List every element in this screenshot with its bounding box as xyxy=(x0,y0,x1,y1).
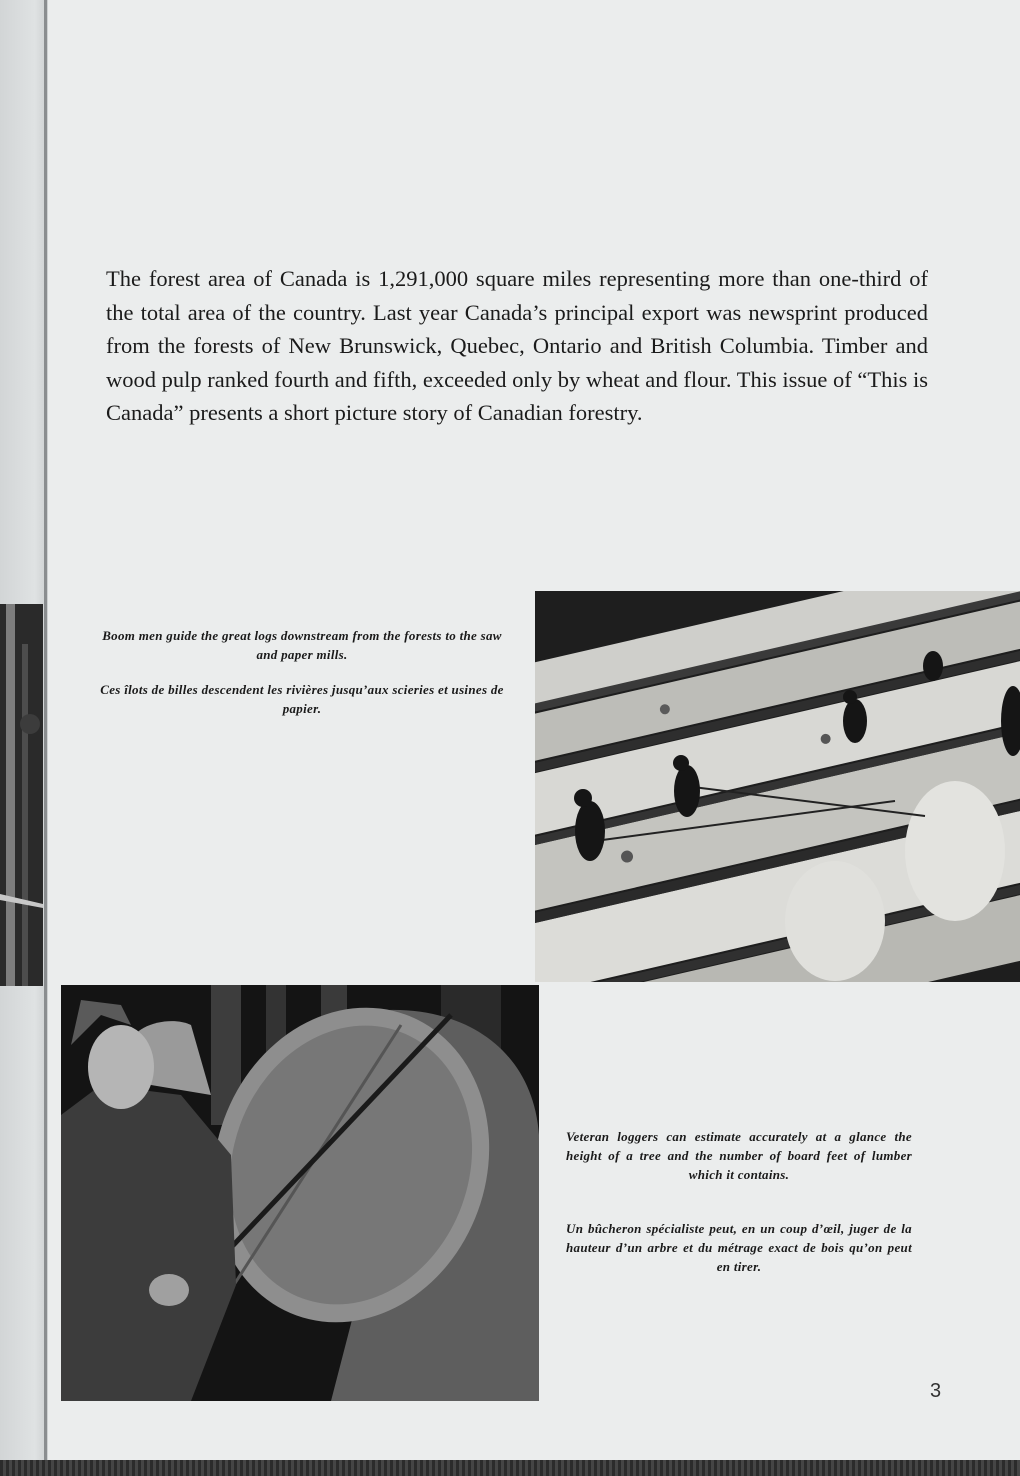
intro-paragraph: The forest area of Canada is 1,291,000 square miles representing more than one-third of the total area of the country. Last year Canada’s principal export was newsprint produced from the forests of New Brunswick, Quebec, Ontario and British Columbia. Timber and wood pulp ranked fourth and fifth, exceeded only by wheat and flour. This issue of “This is Canada” presents a short picture story of Canadian forestry. xyxy=(106,266,928,425)
logger-caption-french: Un bûcheron spécialiste peut, en un coup d’œil, juger de la hauteur d’un arbre et du métrage exact de bois qu’on peut en tirer. xyxy=(566,1221,912,1274)
binding-edge xyxy=(44,0,47,1476)
boom-caption-english: Boom men guide the great logs downstream from the forests to the saw and paper mills. xyxy=(102,628,502,662)
logger-caption-english: Veteran loggers can estimate accurately at a glance the height of a tree and the number of board feet of lumber which it contains. xyxy=(566,1129,912,1182)
scan-background-strip xyxy=(0,1460,1020,1476)
page-number: 3 xyxy=(930,1380,942,1402)
log-boom-photo xyxy=(535,591,1020,982)
logger-photo xyxy=(61,985,539,1401)
facing-page-photo-edge xyxy=(0,604,43,986)
boom-caption-french: Ces îlots de billes descendent les rivières jusqu’aux scieries et usines de papier. xyxy=(100,682,504,716)
